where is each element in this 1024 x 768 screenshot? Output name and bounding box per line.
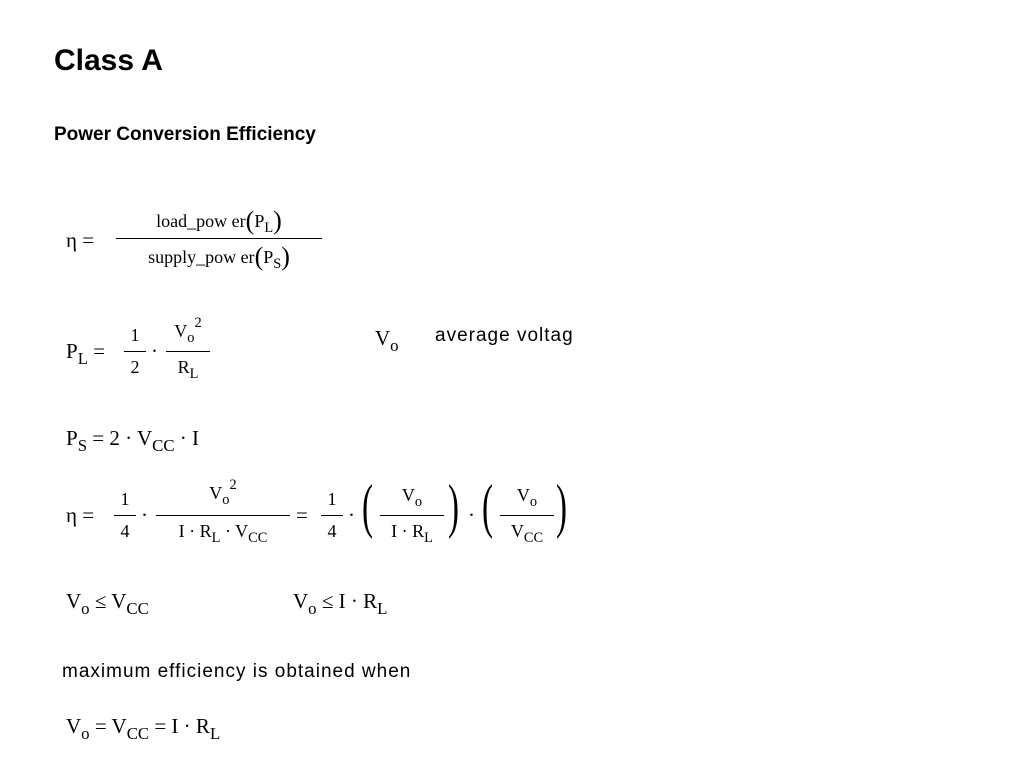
vo-note-sub: o: [390, 335, 399, 355]
vo-note-var: V: [375, 326, 391, 350]
eq2-equals: =: [93, 339, 106, 363]
eq4-f1-den-sub1: L: [211, 530, 221, 547]
eq4-paren2-open: (: [482, 473, 493, 539]
eq2-den-sub: L: [189, 366, 199, 383]
eq4-fraction1: [156, 476, 290, 546]
eq4-f1-num-exp: 2: [229, 476, 237, 493]
vo-note-symbol: [375, 326, 399, 355]
eq1-numerator-var: P: [254, 211, 265, 231]
eq5-mid-sub: CC: [126, 723, 150, 743]
ineq1: [66, 589, 149, 618]
eq4-coef1-num: 1: [120, 489, 130, 509]
eq4-dot3: ·: [468, 503, 475, 527]
eq4-f3-num-sub: o: [529, 494, 538, 511]
ineq1-sub: o: [81, 598, 90, 618]
eq1-fraction-bar: [116, 238, 322, 239]
eq5-var: V: [66, 714, 82, 738]
eq2-lhs-sub: L: [77, 348, 88, 368]
ineq1-rhs-sub: CC: [126, 598, 149, 618]
eq1-denominator-sub: S: [273, 256, 282, 273]
eq2-fraction-bar: [166, 351, 210, 352]
ineq2: [293, 589, 388, 618]
eq4-f3-den-sub: CC: [523, 530, 544, 547]
eq2-lhs-var: P: [66, 339, 78, 363]
eq2-denominator: [166, 357, 210, 383]
eq4-paren2-close: ): [556, 473, 567, 539]
eq4-paren1-open: (: [362, 473, 373, 539]
eq4-f3-den-var: V: [510, 521, 524, 541]
eq1-numerator-sub: L: [264, 220, 274, 237]
eq1-numerator: load_pow $er(P_L)$: [156, 206, 282, 237]
eq4-f2-num-var: V: [401, 485, 415, 505]
eq4-f2-num-sub: o: [414, 494, 423, 511]
eq2-dot: ·: [151, 339, 158, 363]
eq4-f3-denominator: [500, 521, 554, 547]
ineq2-var: V: [293, 589, 309, 613]
eq4-f2-denominator: [380, 521, 444, 547]
eq4-f1-den-a: I · R: [178, 521, 212, 541]
eq4-f2-den-sub: L: [424, 530, 433, 547]
eq3-rhs-a: = 2 · V: [92, 426, 153, 450]
eq4-coef1-den: 4: [120, 521, 130, 541]
eq1-numerator-text: load_pow er: [156, 211, 246, 231]
eq1-denominator-var: P: [263, 247, 274, 267]
eq2-num-exp: 2: [194, 314, 202, 331]
eq4-fraction2: [380, 482, 444, 546]
eq4-paren1-close: ): [448, 473, 459, 539]
eq1-lhs: η =: [66, 228, 95, 252]
vo-note-text: average voltag: [435, 325, 574, 346]
eq3-rhs-sub: CC: [152, 435, 175, 455]
eq2-num-sub: o: [187, 330, 195, 347]
eq4-f2-numerator: [380, 485, 444, 511]
eq4-coef2: [321, 486, 343, 546]
eq1-denominator: supply_pow $er(P_S)$: [148, 242, 290, 273]
eq2-numerator: [166, 314, 210, 347]
eq4-fraction2-bar: [380, 515, 444, 516]
eq4-lhs: η =: [66, 503, 95, 527]
eq4-f3-num-var: V: [516, 485, 530, 505]
eq4-f1-den-b: · V: [224, 521, 249, 541]
ineq2-sub: o: [308, 598, 317, 618]
ineq1-rel: ≤ V: [94, 589, 127, 613]
eq2-num-var: V: [174, 321, 188, 341]
eq5-rhs-sub: L: [209, 723, 221, 743]
eq4-f1-denominator: [156, 521, 290, 547]
eq4-f1-num-var: V: [209, 483, 223, 503]
eq4-coef1: [114, 486, 136, 546]
eq3-lhs-var: P: [66, 426, 78, 450]
eq2-coef-den: 2: [130, 357, 140, 377]
eq4-f3-numerator: [500, 485, 554, 511]
eq2-lhs: [66, 339, 106, 368]
eq2-coefficient: [124, 322, 146, 382]
eq4-f1-num-sub: o: [222, 492, 230, 509]
eq2-coef-num: 1: [130, 325, 140, 345]
eq5: [66, 714, 221, 743]
eq4-f2-den-a: I · R: [391, 521, 425, 541]
eq4-coef2-den: 4: [327, 521, 337, 541]
eq5-mid: = V: [94, 714, 127, 738]
eq4-coef1-bar: [114, 515, 136, 516]
eq4-dot2: ·: [348, 503, 355, 527]
eq2-den-var: R: [177, 357, 190, 377]
ineq1-var: V: [66, 589, 82, 613]
eq4-f1-den-sub2: CC: [248, 530, 268, 547]
eq4-f1-numerator: [156, 476, 290, 509]
eq2-fraction: [166, 312, 210, 382]
eq4-fraction3-bar: [500, 515, 554, 516]
eq4-fraction1-bar: [156, 515, 290, 516]
slide-subtitle: Power Conversion Efficiency: [54, 124, 316, 145]
eq1-denominator-text: supply_pow er: [148, 247, 255, 267]
eq3: [66, 426, 200, 455]
eq5-rhs: = I · R: [154, 714, 210, 738]
eq4-fraction3: [500, 482, 554, 546]
eq4-dot1: ·: [141, 503, 148, 527]
eq3-lhs-sub: S: [77, 435, 88, 455]
eq4-coef2-bar: [321, 515, 343, 516]
max-efficiency-text: maximum efficiency is obtained when: [62, 661, 412, 682]
ineq2-rel: ≤ I · R: [321, 589, 378, 613]
slide-title: Class A: [54, 44, 163, 77]
eq5-sub: o: [81, 723, 90, 743]
eq4-coef2-num: 1: [327, 489, 337, 509]
eq2-coef-bar: [124, 351, 146, 352]
eq3-rhs-b: · I: [179, 426, 200, 450]
eq4-equals: =: [296, 503, 308, 527]
ineq2-rhs-sub: L: [377, 598, 388, 618]
eq1-fraction: [116, 202, 322, 274]
